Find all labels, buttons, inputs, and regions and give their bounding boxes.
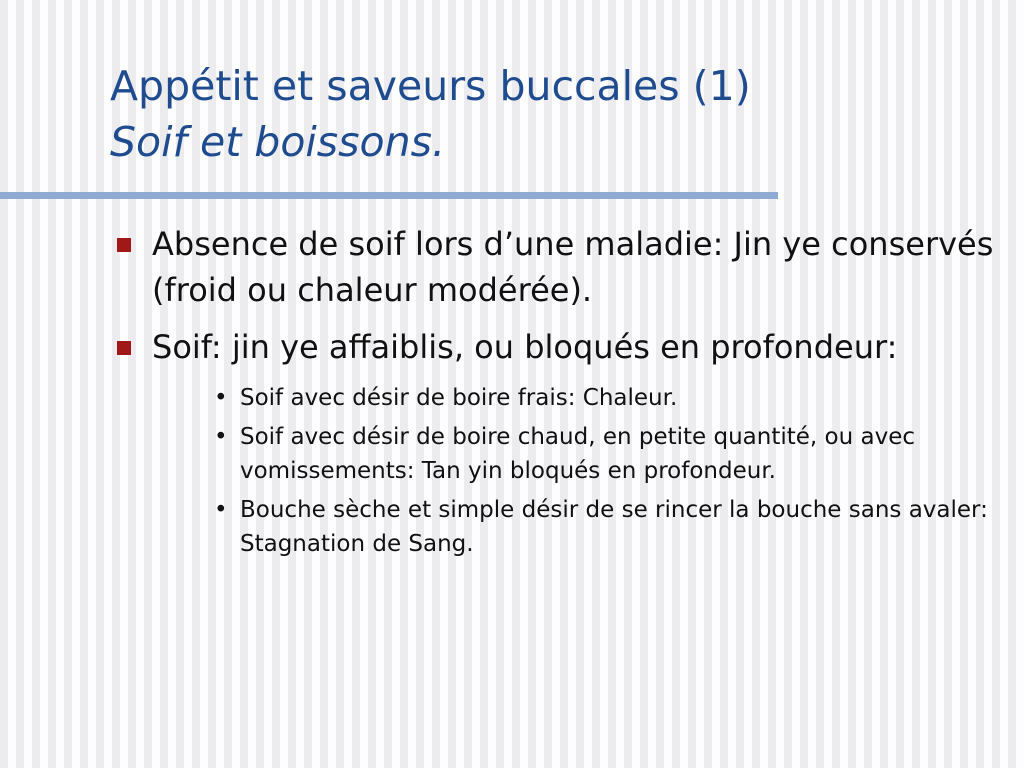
bullet-item: [110, 221, 1010, 313]
bullet-text: Absence de soif lors d’une maladie: Jin ye conservés (froid ou chaleur modérée).: [152, 225, 994, 309]
sub-bullet-list: [110, 381, 1010, 561]
dot-bullet-icon: •: [214, 497, 228, 523]
title-text: Appétit et saveurs buccales (1): [110, 62, 751, 110]
square-bullet-icon: [117, 238, 131, 252]
square-bullet-icon: [117, 341, 131, 355]
sub-bullet-text: Soif avec désir de boire chaud, en petite quantité, ou avec vomissements: Tan yin bloqués en profondeur.: [240, 424, 916, 484]
title-divider: [0, 192, 778, 199]
sub-bullet-text: Soif avec désir de boire frais: Chaleur.: [240, 385, 678, 411]
bullet-text: Soif: jin ye affaiblis, ou bloqués en profondeur:: [152, 328, 898, 366]
sub-bullet-item: [214, 493, 1010, 561]
slide-subtitle: Soif et boissons.: [110, 118, 445, 166]
sub-bullet-text: Bouche sèche et simple désir de se rincer la bouche sans avaler: Stagnation de Sang.: [240, 497, 988, 557]
slide-body: [110, 221, 1010, 566]
sub-bullet-item: [214, 381, 1010, 415]
bullet-item: [110, 324, 1010, 370]
dot-bullet-icon: •: [214, 385, 228, 411]
sub-bullet-item: [214, 420, 1010, 488]
slide-title: [110, 58, 970, 170]
dot-bullet-icon: •: [214, 424, 228, 450]
